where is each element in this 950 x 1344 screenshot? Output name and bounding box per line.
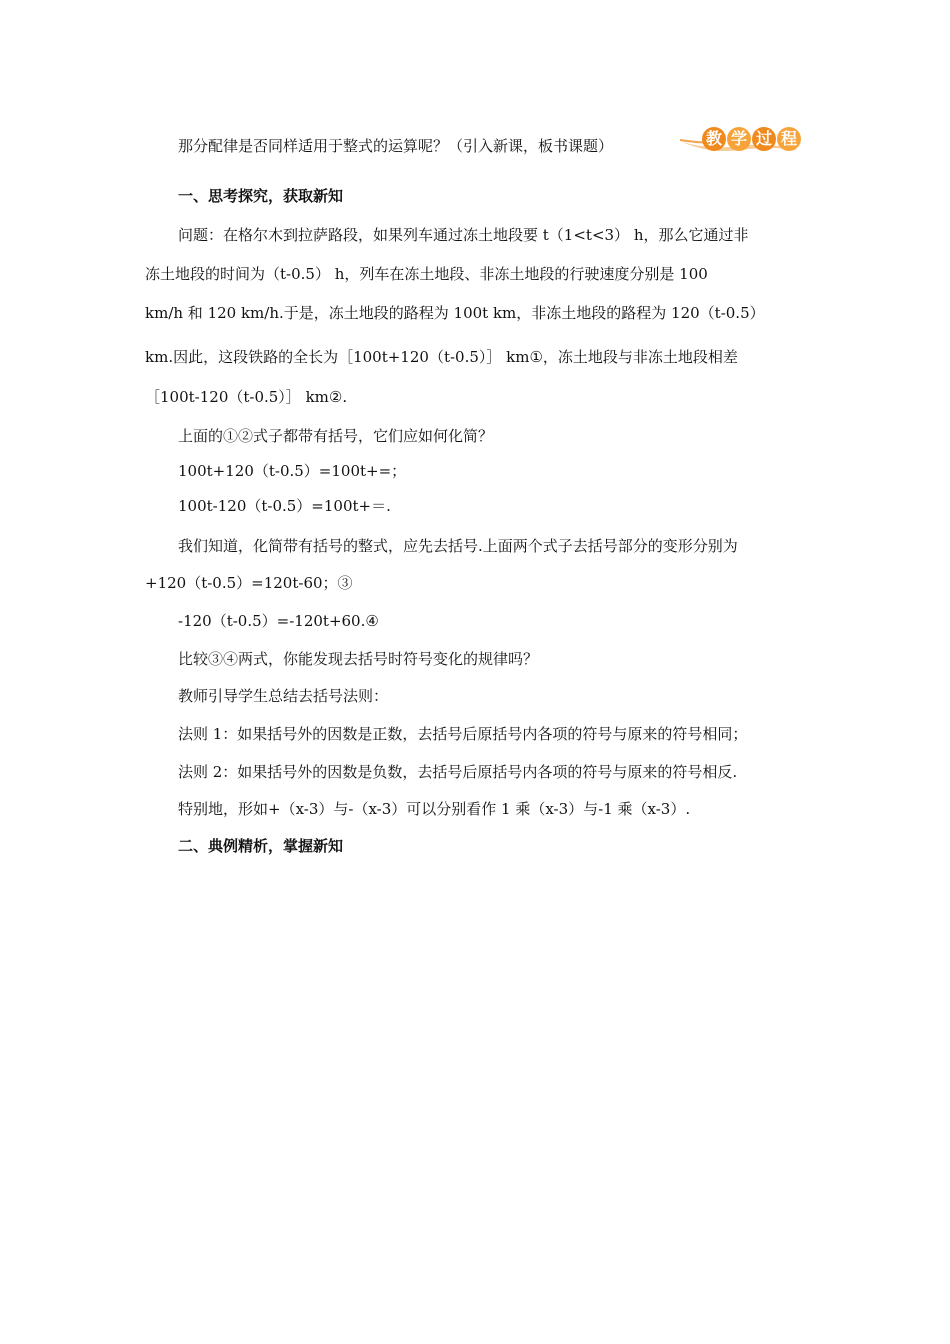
teacher-guide: 教师引导学生总结去括号法则：: [178, 687, 389, 705]
question-line: 上面的①②式子都带有括号，它们应如何化简？: [178, 427, 494, 445]
problem-line-3: km/h 和 120 km/h.于是，冻土地段的路程为 100t km，非冻土地段的路程为 120（t-0.5）: [145, 304, 765, 322]
problem-line-5: ［100t-120（t-0.5）］ km②.: [145, 388, 348, 406]
section-heading-1: 一、思考探究，获取新知: [178, 187, 344, 205]
compare-question: 比较③④两式，你能发现去括号时符号变化的规律吗？: [178, 650, 539, 668]
explanation-line-1: 我们知道，化简带有括号的整式，应先去括号.上面两个式子去括号部分的变形分别为: [178, 537, 738, 555]
equation-3: +120（t-0.5）=120t-60；③: [145, 574, 353, 592]
section-heading-2: 二、典例精析，掌握新知: [178, 837, 344, 855]
special-case: 特别地，形如+（x-3）与-（x-3）可以分别看作 1 乘（x-3）与-1 乘（x-3）.: [178, 800, 691, 818]
problem-line-1: 问题：在格尔木到拉萨路段，如果列车通过冻土地段要 t（1<t<3） h，那么它通过非: [178, 226, 749, 244]
rule-2: 法则 2：如果括号外的因数是负数，去括号后原括号内各项的符号与原来的符号相反.: [178, 763, 738, 781]
badge-char-1: 教: [702, 127, 726, 151]
equation-4: -120（t-0.5）=-120t+60.④: [178, 612, 379, 630]
problem-line-2: 冻土地段的时间为（t-0.5） h，列车在冻土地段、非冻土地段的行驶速度分别是 100: [145, 265, 708, 283]
problem-line-4: km.因此，这段铁路的全长为［100t+120（t-0.5）］ km①，冻土地段与非冻土地段相差: [145, 348, 738, 366]
badge-char-4: 程: [777, 127, 801, 151]
equation-1: 100t+120（t-0.5）=100t+=；: [178, 462, 407, 480]
rule-1: 法则 1：如果括号外的因数是正数，去括号后原括号内各项的符号与原来的符号相同；: [178, 725, 748, 743]
teaching-process-badge: [680, 120, 805, 158]
badge-char-3: 过: [752, 127, 776, 151]
equation-2: 100t-120（t-0.5）=100t+＝.: [178, 497, 391, 515]
badge-char-2: 学: [727, 127, 751, 151]
intro-paragraph: 那分配律是否同样适用于整式的运算呢？（引入新课，板书课题）: [178, 137, 614, 155]
